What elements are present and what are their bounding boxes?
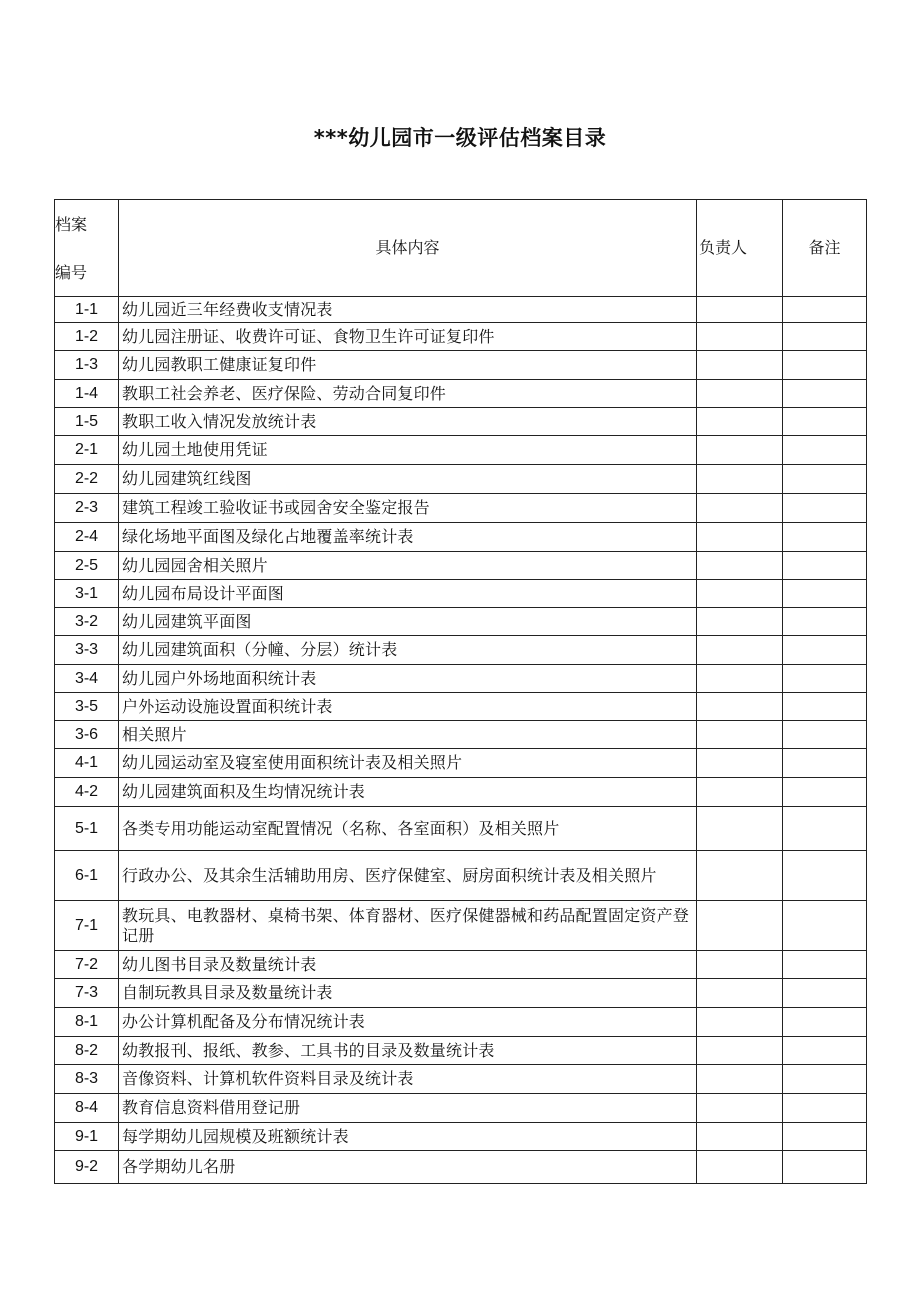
content-cell: 幼儿园土地使用凭证 bbox=[119, 436, 697, 465]
archive-number-cell: 9-2 bbox=[55, 1151, 119, 1184]
table-row bbox=[55, 749, 867, 778]
note-cell bbox=[783, 693, 867, 721]
owner-cell bbox=[697, 901, 783, 951]
note-cell bbox=[783, 636, 867, 665]
table-row bbox=[55, 580, 867, 608]
owner-cell bbox=[697, 1094, 783, 1123]
note-cell bbox=[783, 807, 867, 851]
note-cell bbox=[783, 408, 867, 436]
table-row bbox=[55, 665, 867, 693]
owner-cell bbox=[697, 552, 783, 580]
archive-number-cell: 3-3 bbox=[55, 636, 119, 665]
archive-number-cell: 6-1 bbox=[55, 851, 119, 901]
note-cell bbox=[783, 351, 867, 380]
content-cell: 绿化场地平面图及绿化占地覆盖率统计表 bbox=[119, 523, 697, 552]
document-title: ***幼儿园市一级评估档案目录 bbox=[313, 126, 607, 150]
table-row bbox=[55, 323, 867, 351]
note-cell bbox=[783, 851, 867, 901]
note-cell bbox=[783, 608, 867, 636]
content-cell: 幼教报刊、报纸、教参、工具书的目录及数量统计表 bbox=[119, 1037, 697, 1065]
owner-cell bbox=[697, 979, 783, 1008]
table-row bbox=[55, 778, 867, 807]
owner-cell bbox=[697, 1008, 783, 1037]
table-row bbox=[55, 408, 867, 436]
owner-cell bbox=[697, 693, 783, 721]
owner-cell bbox=[697, 851, 783, 901]
content-cell: 幼儿园建筑面积（分幢、分层）统计表 bbox=[119, 636, 697, 665]
owner-cell bbox=[697, 807, 783, 851]
owner-cell bbox=[697, 749, 783, 778]
table-row bbox=[55, 465, 867, 494]
header-owner: 负责人 bbox=[697, 200, 783, 297]
archive-number-cell: 3-5 bbox=[55, 693, 119, 721]
archive-number-cell: 1-1 bbox=[55, 297, 119, 323]
content-cell: 幼儿园近三年经费收支情况表 bbox=[119, 297, 697, 323]
content-cell: 建筑工程竣工验收证书或园舍安全鉴定报告 bbox=[119, 494, 697, 523]
archive-number-cell: 3-2 bbox=[55, 608, 119, 636]
note-cell bbox=[783, 665, 867, 693]
archive-number-cell: 3-6 bbox=[55, 721, 119, 749]
content-cell: 幼儿园运动室及寝室使用面积统计表及相关照片 bbox=[119, 749, 697, 778]
note-cell bbox=[783, 323, 867, 351]
owner-cell bbox=[697, 523, 783, 552]
archive-number-cell: 3-1 bbox=[55, 580, 119, 608]
owner-cell bbox=[697, 580, 783, 608]
content-cell: 幼儿园户外场地面积统计表 bbox=[119, 665, 697, 693]
table-row bbox=[55, 436, 867, 465]
archive-number-cell: 8-3 bbox=[55, 1065, 119, 1094]
owner-cell bbox=[697, 351, 783, 380]
owner-cell bbox=[697, 494, 783, 523]
table-row bbox=[55, 901, 867, 951]
note-cell bbox=[783, 465, 867, 494]
archive-table bbox=[54, 199, 867, 1184]
table-row bbox=[55, 851, 867, 901]
content-cell: 每学期幼儿园规模及班额统计表 bbox=[119, 1123, 697, 1151]
archive-number-cell: 2-1 bbox=[55, 436, 119, 465]
note-cell bbox=[783, 380, 867, 408]
content-cell: 教职工社会养老、医疗保险、劳动合同复印件 bbox=[119, 380, 697, 408]
content-cell: 幼儿园建筑红线图 bbox=[119, 465, 697, 494]
owner-cell bbox=[697, 608, 783, 636]
note-cell bbox=[783, 1123, 867, 1151]
content-cell: 幼儿园园舍相关照片 bbox=[119, 552, 697, 580]
header-archive-number bbox=[55, 200, 119, 297]
table-row bbox=[55, 1094, 867, 1123]
archive-number-cell: 2-5 bbox=[55, 552, 119, 580]
header-archive-number-line1: 档案 bbox=[55, 215, 88, 234]
archive-number-cell: 3-4 bbox=[55, 665, 119, 693]
note-cell bbox=[783, 436, 867, 465]
note-cell bbox=[783, 1008, 867, 1037]
archive-number-cell: 8-1 bbox=[55, 1008, 119, 1037]
archive-number-cell: 1-4 bbox=[55, 380, 119, 408]
owner-cell bbox=[697, 1151, 783, 1184]
owner-cell bbox=[697, 465, 783, 494]
table-row bbox=[55, 636, 867, 665]
owner-cell bbox=[697, 297, 783, 323]
archive-number-cell: 7-3 bbox=[55, 979, 119, 1008]
content-cell: 各类专用功能运动室配置情况（名称、各室面积）及相关照片 bbox=[119, 807, 697, 851]
table-row bbox=[55, 807, 867, 851]
archive-number-cell: 9-1 bbox=[55, 1123, 119, 1151]
note-cell bbox=[783, 778, 867, 807]
note-cell bbox=[783, 1151, 867, 1184]
content-cell: 幼儿园教职工健康证复印件 bbox=[119, 351, 697, 380]
note-cell bbox=[783, 1094, 867, 1123]
note-cell bbox=[783, 552, 867, 580]
archive-number-cell: 8-2 bbox=[55, 1037, 119, 1065]
content-cell: 幼儿图书目录及数量统计表 bbox=[119, 951, 697, 979]
content-cell: 自制玩教具目录及数量统计表 bbox=[119, 979, 697, 1008]
content-cell: 教育信息资料借用登记册 bbox=[119, 1094, 697, 1123]
table-row bbox=[55, 608, 867, 636]
archive-number-cell: 2-3 bbox=[55, 494, 119, 523]
note-cell bbox=[783, 580, 867, 608]
table-row bbox=[55, 380, 867, 408]
archive-number-cell: 1-2 bbox=[55, 323, 119, 351]
archive-number-cell: 2-4 bbox=[55, 523, 119, 552]
archive-number-cell: 1-3 bbox=[55, 351, 119, 380]
table-row bbox=[55, 951, 867, 979]
archive-number-cell: 4-1 bbox=[55, 749, 119, 778]
content-cell: 幼儿园注册证、收费许可证、食物卫生许可证复印件 bbox=[119, 323, 697, 351]
table-row bbox=[55, 297, 867, 323]
owner-cell bbox=[697, 636, 783, 665]
archive-number-cell: 5-1 bbox=[55, 807, 119, 851]
table-row bbox=[55, 1037, 867, 1065]
content-cell: 幼儿园布局设计平面图 bbox=[119, 580, 697, 608]
table-row bbox=[55, 1123, 867, 1151]
content-cell: 办公计算机配备及分布情况统计表 bbox=[119, 1008, 697, 1037]
table-row bbox=[55, 979, 867, 1008]
note-cell bbox=[783, 494, 867, 523]
content-cell: 各学期幼儿名册 bbox=[119, 1151, 697, 1184]
content-cell: 音像资料、计算机软件资料目录及统计表 bbox=[119, 1065, 697, 1094]
note-cell bbox=[783, 1037, 867, 1065]
owner-cell bbox=[697, 665, 783, 693]
archive-number-cell: 1-5 bbox=[55, 408, 119, 436]
table-row bbox=[55, 494, 867, 523]
content-cell: 教职工收入情况发放统计表 bbox=[119, 408, 697, 436]
table-row bbox=[55, 523, 867, 552]
table-row bbox=[55, 1065, 867, 1094]
owner-cell bbox=[697, 1123, 783, 1151]
archive-number-cell: 7-2 bbox=[55, 951, 119, 979]
content-cell: 户外运动设施设置面积统计表 bbox=[119, 693, 697, 721]
table-body bbox=[55, 200, 867, 1184]
note-cell bbox=[783, 721, 867, 749]
header-note: 备注 bbox=[783, 200, 867, 297]
content-cell: 行政办公、及其余生活辅助用房、医疗保健室、厨房面积统计表及相关照片 bbox=[119, 851, 697, 901]
header-content: 具体内容 bbox=[119, 200, 697, 297]
owner-cell bbox=[697, 436, 783, 465]
owner-cell bbox=[697, 380, 783, 408]
content-cell: 相关照片 bbox=[119, 721, 697, 749]
note-cell bbox=[783, 951, 867, 979]
note-cell bbox=[783, 901, 867, 951]
archive-number-cell: 8-4 bbox=[55, 1094, 119, 1123]
owner-cell bbox=[697, 323, 783, 351]
owner-cell bbox=[697, 1065, 783, 1094]
owner-cell bbox=[697, 408, 783, 436]
content-cell: 教玩具、电教器材、桌椅书架、体育器材、医疗保健器械和药品配置固定资产登记册 bbox=[119, 901, 697, 951]
table-row bbox=[55, 1008, 867, 1037]
owner-cell bbox=[697, 778, 783, 807]
content-cell: 幼儿园建筑平面图 bbox=[119, 608, 697, 636]
archive-number-cell: 7-1 bbox=[55, 901, 119, 951]
header-archive-number-line2: 编号 bbox=[55, 263, 88, 282]
note-cell bbox=[783, 523, 867, 552]
owner-cell bbox=[697, 1037, 783, 1065]
archive-number-cell: 4-2 bbox=[55, 778, 119, 807]
owner-cell bbox=[697, 951, 783, 979]
note-cell bbox=[783, 1065, 867, 1094]
table-row bbox=[55, 1151, 867, 1184]
table-row bbox=[55, 552, 867, 580]
note-cell bbox=[783, 749, 867, 778]
table-row bbox=[55, 693, 867, 721]
table-row bbox=[55, 351, 867, 380]
archive-number-cell: 2-2 bbox=[55, 465, 119, 494]
content-cell: 幼儿园建筑面积及生均情况统计表 bbox=[119, 778, 697, 807]
table-row bbox=[55, 721, 867, 749]
note-cell bbox=[783, 297, 867, 323]
owner-cell bbox=[697, 721, 783, 749]
header-row bbox=[55, 200, 867, 297]
note-cell bbox=[783, 979, 867, 1008]
